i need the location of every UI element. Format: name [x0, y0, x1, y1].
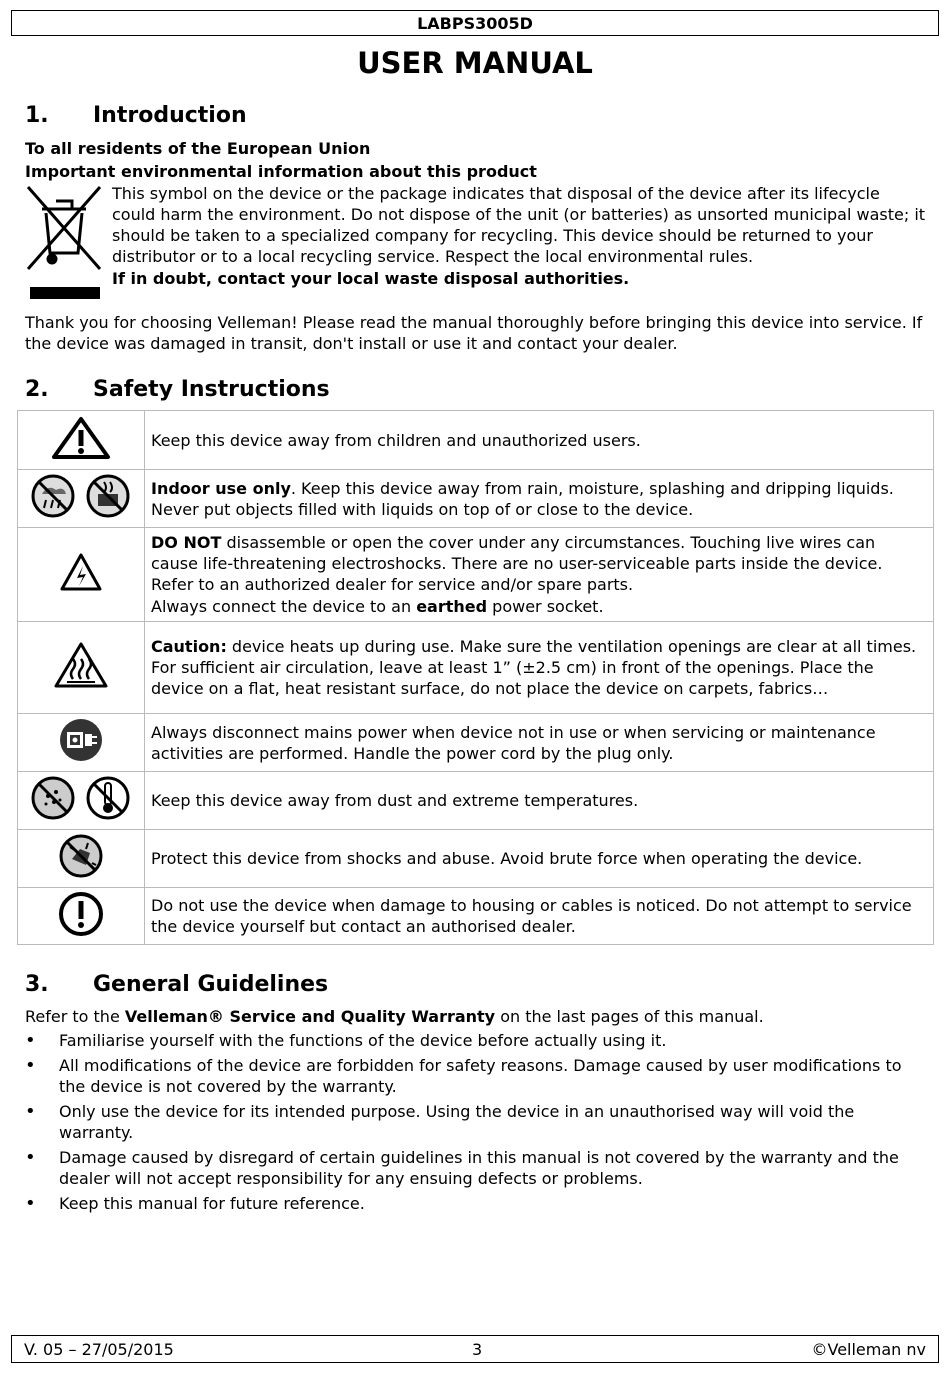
earthed-word: earthed [416, 597, 488, 616]
guidelines-intro-c: on the last pages of this manual. [495, 1007, 764, 1026]
safety-text: Do not use the device when damage to housing or cables is noticed. Do not attempt to service the device yourself but contact an authorised dealer. [145, 888, 934, 945]
section-number: 1. [25, 103, 49, 128]
dust-temperature-icon [18, 772, 145, 830]
safety-body: device heats up during use. Make sure the ventilation openings are clear at all times. For sufficient air circulation, leave at least 1” (±2.5 cm) in front of the openings. Place the device on a flat, heat resistant surface, do not place the device on carpets, fabrics… [151, 637, 917, 698]
weee-text: This symbol on the device or the package indicates that disposal of the device after its lifecycle could harm the environment. Do not dispose of the unit (or batteries) as unsorted municipal waste; it should be taken to a specialized company for recycling. This device should be returned to your distributor or to a local recycling service. Respect the local environmental rules. [112, 184, 926, 266]
list-item: • Keep this manual for future reference. [25, 1193, 930, 1214]
safety-text [145, 470, 934, 528]
section-number: 3. [25, 972, 49, 997]
safety-body: disassemble or open the cover under any circumstances. Touching live wires can cause life-threatening electroshocks. There are no user-serviceable parts inside the device. Refer to an authorized dealer for service and/or spare parts. [151, 533, 883, 594]
warranty-reference: Velleman® Service and Quality Warranty [124, 1007, 496, 1026]
exclamation-circle-icon [18, 888, 145, 945]
no-shock-icon [18, 830, 145, 888]
model-number: LABPS3005D [417, 14, 533, 33]
safety-row [18, 888, 934, 945]
electric-shock-icon [18, 528, 145, 622]
weee-notice [112, 183, 927, 289]
safety-table [17, 410, 934, 945]
footer-version: V. 05 – 27/05/2015 [24, 1340, 174, 1359]
section-title: General Guidelines [93, 972, 329, 997]
list-item: • Damage caused by disregard of certain guidelines in this manual is not covered by the warranty and the dealer will not accept responsibility for any ensuing defects or problems. [25, 1147, 930, 1189]
list-item: • Familiarise yourself with the functions of the device before actually using it. [25, 1030, 930, 1051]
safety-text: Always disconnect mains power when device not in use or when servicing or maintenance activities are performed. Handle the power cord by the plug only. [145, 714, 934, 772]
section-title: Safety Instructions [93, 377, 330, 402]
earthed-line-a: Always connect the device to an [151, 597, 417, 616]
section-title: Introduction [93, 103, 247, 128]
safety-row [18, 622, 934, 714]
thank-you-paragraph: Thank you for choosing Velleman! Please read the manual thoroughly before bringing this device into service. If the device was damaged in transit, don't install or use it and contact your dealer. [25, 313, 923, 353]
disconnect-plug-icon [18, 714, 145, 772]
safety-body: . Keep this device away from rain, moisture, splashing and dripping liquids. Never put objects filled with liquids on top of or close to the device. [151, 478, 894, 519]
footer-page-number: 3 [472, 1340, 483, 1359]
safety-row [18, 830, 934, 888]
section-number: 2. [25, 377, 49, 402]
subheading-eu: To all residents of the European Union [25, 139, 371, 158]
section-heading-guidelines [25, 972, 328, 997]
weee-bin-icon [24, 183, 104, 303]
safety-text [145, 622, 934, 714]
safety-row [18, 772, 934, 830]
footer-copyright: ©Velleman nv [811, 1340, 926, 1359]
section-heading-introduction [25, 103, 247, 128]
safety-bold-lead: Indoor use only [151, 478, 291, 498]
safety-bold-lead: DO NOT [151, 533, 222, 552]
page-header [11, 10, 939, 36]
list-item: • Only use the device for its intended purpose. Using the device in an unauthorised way will void the warranty. [25, 1101, 930, 1143]
list-item: • All modifications of the device are forbidden for safety reasons. Damage caused by user modifications to the device is not covered by the warranty. [25, 1055, 930, 1097]
page-title: USER MANUAL [357, 46, 593, 80]
weee-bold-notice: If in doubt, contact your local waste disposal authorities. [112, 269, 630, 288]
subheading-environment: Important environmental information about this product [25, 162, 537, 181]
earthed-line-c: power socket. [487, 597, 604, 616]
safety-text: Keep this device away from children and unauthorized users. [145, 411, 934, 470]
safety-row [18, 411, 934, 470]
earthed-line [151, 596, 927, 617]
safety-bold-lead: Caution: [151, 637, 227, 656]
safety-text: Keep this device away from dust and extreme temperatures. [145, 772, 934, 830]
indoor-use-icon [18, 470, 145, 528]
guidelines-intro-a: Refer to the [25, 1007, 125, 1026]
page-footer [11, 1335, 939, 1363]
safety-text [145, 528, 934, 622]
safety-text: Protect this device from shocks and abuse. Avoid brute force when operating the device. [145, 830, 934, 888]
safety-row [18, 470, 934, 528]
guidelines-list [25, 1030, 930, 1218]
safety-row [18, 714, 934, 772]
safety-row [18, 528, 934, 622]
hot-surface-icon [18, 622, 145, 714]
warning-triangle-icon [18, 411, 145, 470]
guidelines-intro [25, 1006, 925, 1027]
section-heading-safety [25, 377, 330, 402]
